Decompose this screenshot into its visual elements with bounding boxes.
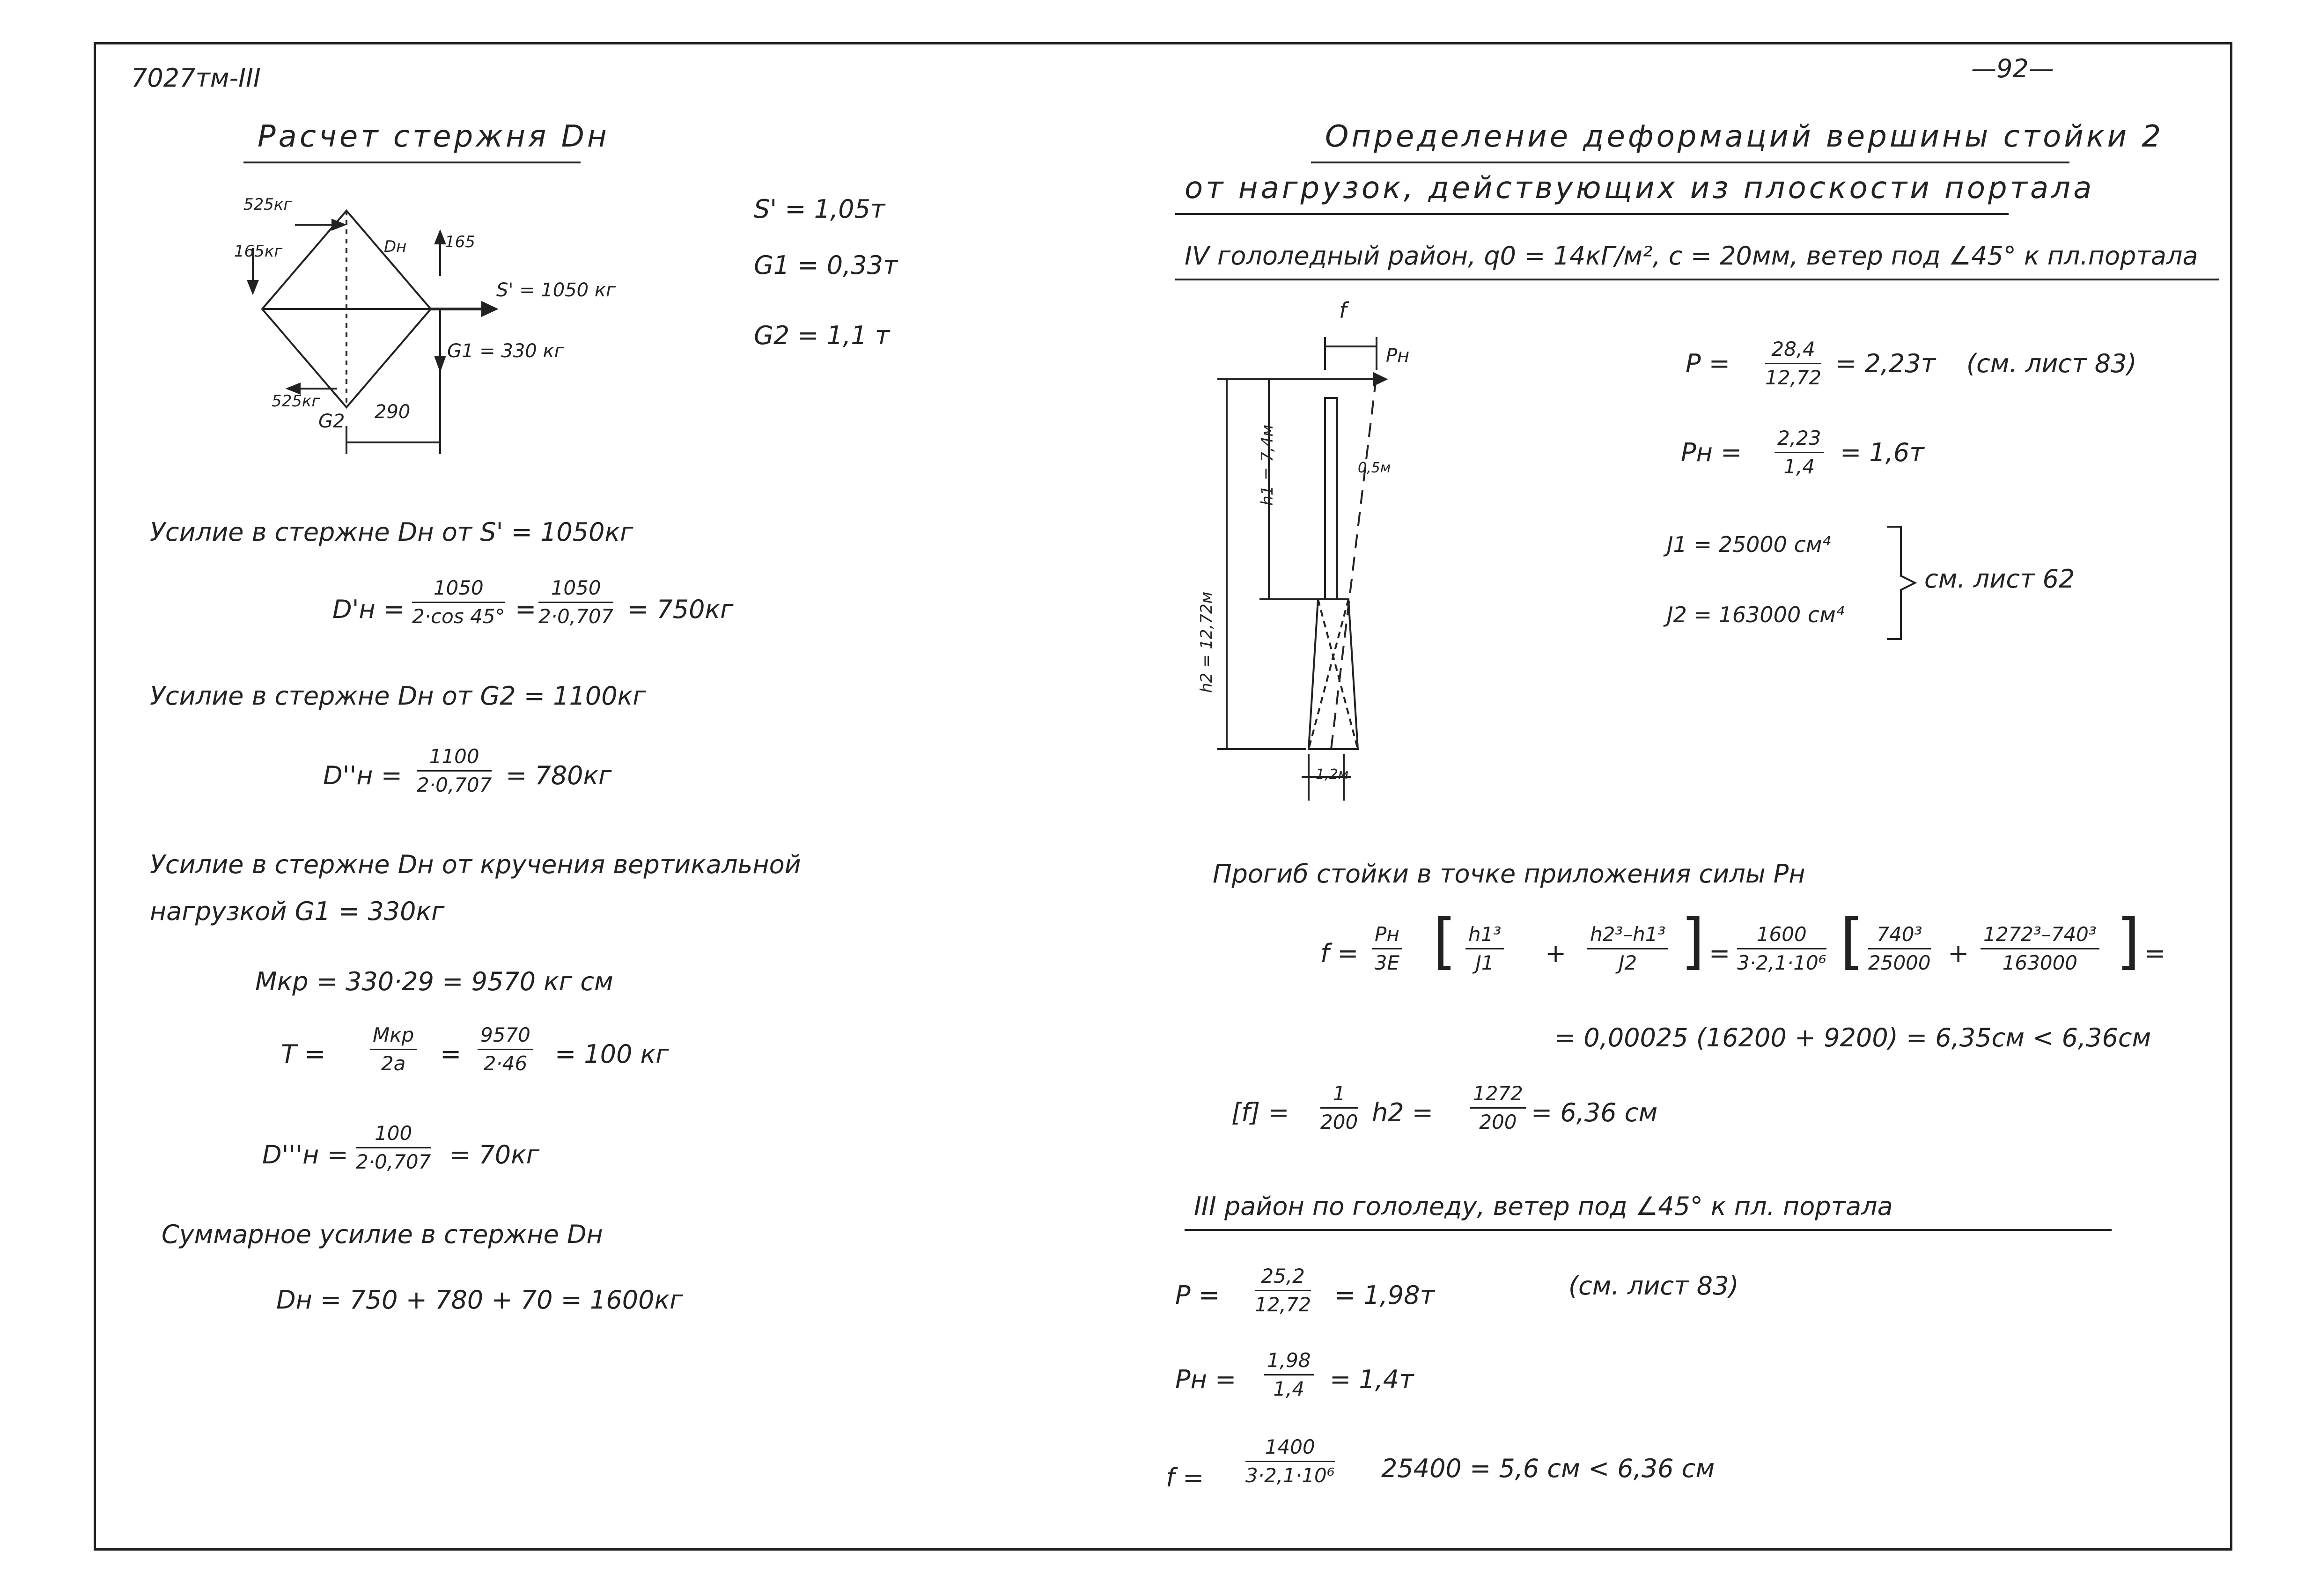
right-title-1: Определение деформаций вершины стойки 2 [1325, 119, 2164, 154]
document-code: 7027тм-III [131, 63, 261, 93]
load-left: 165кг [234, 242, 283, 261]
f3-fraction: $\frac{1400}{\text{3·2,1·10⁶}}$ [1245, 1435, 1335, 1487]
case3-underline [1185, 1229, 2112, 1231]
s2-fraction: $\frac{1100}{2\cdot 0,707}$ [417, 745, 492, 796]
truss-diagram [234, 183, 655, 473]
d3-result: = 70кг [449, 1140, 540, 1169]
j2-value: J2 = 163000 см⁴ [1667, 602, 1845, 627]
load-top: 525кг [243, 195, 292, 214]
page-number: —92— [1971, 54, 2054, 83]
ph3-lhs: Pн = [1175, 1365, 1237, 1394]
ph-fraction: $\frac{2,23}{1,4}$ [1774, 428, 1824, 477]
ph3-fraction: $\frac{1,98}{1,4}$ [1264, 1351, 1314, 1399]
ph-label: Pн [1386, 345, 1410, 367]
defl-fraction-2: $\frac{\text{h1³}}{J1}$ [1465, 925, 1504, 973]
allow-fraction-2: $\frac{1272}{200}$ [1470, 1084, 1526, 1132]
sum-line: Dн = 750 + 780 + 70 = 1600кг [276, 1285, 683, 1315]
case4-underline [1175, 279, 2219, 280]
s2-lhs: D''н = [323, 761, 402, 790]
d3-fraction: $\frac{100}{2\cdot 0,707}$ [356, 1122, 431, 1173]
allow-result: = 6,36 см [1531, 1098, 1658, 1127]
defl-result: = 0,00025 (16200 + 9200) = 6,35см < 6,36см [1554, 1023, 2151, 1052]
offset-label: 0,5м [1358, 460, 1391, 476]
defl-fraction-6: $\frac{\text{1272³–740³}}{163000}$ [1981, 925, 2099, 973]
defl-bracket-close: ] [1681, 905, 1705, 977]
s1-fraction-1: $\frac{1050}{2\cdot\cos 45^\circ}$ [412, 576, 505, 628]
ph-result: = 1,6т [1840, 438, 1924, 467]
left-title: Расчет стержня Dн [258, 119, 610, 154]
defl-plus-2: + [1948, 939, 1969, 968]
s1-fraction-2: $\frac{1050}{2\cdot 0,707}$ [538, 576, 614, 628]
f3-lhs: f = [1166, 1463, 1204, 1493]
p3-fraction: $\frac{25,2}{12,72}$ [1255, 1265, 1311, 1316]
column-diagram [1189, 290, 1433, 815]
member-label: Dн [384, 237, 407, 256]
p-lhs: P = [1686, 349, 1730, 378]
p-fraction: $\frac{28,4}{12,72}$ [1765, 338, 1822, 389]
left-title-underline [243, 162, 581, 163]
f-label: f [1339, 298, 1347, 323]
h1-label: h1 = 7,4м [1258, 424, 1277, 506]
ph3-result: = 1,4т [1330, 1365, 1414, 1394]
g2-label: G2 [318, 411, 345, 432]
t-fraction-1: Мкр 2a [370, 1025, 417, 1074]
allow-mid: h2 = [1372, 1098, 1433, 1127]
t-lhs: T = [281, 1039, 326, 1069]
s2-result: = 780кг [506, 761, 612, 790]
defl-bracket-open-2: [ [1840, 905, 1864, 977]
right-title-2-underline [1175, 213, 2009, 215]
p3-result: = 1,98т [1334, 1280, 1435, 1310]
load-right: 165 [445, 233, 475, 251]
s1-lhs: D'н = [332, 595, 405, 624]
defl-plus-1: + [1545, 939, 1567, 968]
s3-heading-2: нагрузкой G1 = 330кг [150, 897, 445, 926]
p-result: = 2,23т [1835, 349, 1936, 378]
defl-fraction-4: $\frac{1600}{\text{3·2,1·10⁶}}$ [1737, 923, 1826, 974]
p3-lhs: P = [1175, 1280, 1220, 1310]
defl-lhs: f = [1320, 939, 1359, 968]
defl-fraction-3: $\frac{\text{h2³–h1³}}{J2}$ [1587, 925, 1668, 973]
given-g2: G2 = 1,1 т [754, 321, 890, 350]
p3-reference: (см. лист 83) [1568, 1271, 1739, 1301]
defl-bracket-open: [ [1433, 905, 1457, 977]
t-eq: = [440, 1039, 462, 1069]
sum-heading: Суммарное усилие в стержне Dн [162, 1220, 603, 1249]
given-s: S' = 1,05т [754, 194, 885, 224]
s2-heading: Усилие в стержне Dн от G2 = 1100кг [150, 681, 646, 711]
f3-result: 25400 = 5,6 см < 6,36 см [1381, 1454, 1715, 1483]
s1-heading: Усилие в стержне Dн от S' = 1050кг [150, 517, 633, 547]
defl-tail-eq: = [2144, 939, 2166, 968]
t-fraction-2: $\frac{9570}{2\cdot 46}$ [478, 1025, 533, 1074]
p-reference: (см. лист 83) [1966, 349, 2137, 378]
j-brace [1882, 522, 1920, 644]
defl-fraction-5: $\frac{\text{740³}}{25000}$ [1868, 923, 1931, 974]
right-title-2: от нагрузок, действующих из плоскости портала [1185, 171, 2095, 206]
right-title-1-underline [1311, 162, 2069, 163]
s1-result: = 750кг [627, 595, 734, 624]
s-force-label: S' = 1050 кг [496, 279, 616, 301]
s3-heading-1: Усилие в стержне Dн от кручения вертикальной [150, 850, 801, 879]
case3-heading: III район по гололеду, ветер под ∠45° к пл. портала [1194, 1191, 1893, 1221]
defl-eq: = [1709, 939, 1730, 968]
t-result: = 100 кг [555, 1039, 669, 1069]
deflection-heading: Прогиб стойки в точке приложения силы Pн [1213, 859, 1805, 889]
allow-fraction-1: $\frac{1}{200}$ [1320, 1082, 1358, 1133]
dimension-290: 290 [375, 401, 411, 423]
base-label: 1,2м [1316, 766, 1349, 783]
case4-heading: IV гололедный район, q0 = 14кГ/м², с = 20мм, ветер под ∠45° к пл.портала [1185, 241, 2198, 271]
d3-lhs: D'''н = [262, 1140, 348, 1169]
allow-lhs: [f] = [1231, 1098, 1289, 1127]
given-g1: G1 = 0,33т [754, 250, 898, 280]
mkr-line: Мкр = 330·29 = 9570 кг см [255, 967, 613, 996]
defl-bracket-close-2: ] [2116, 905, 2140, 977]
g1-force-label: G1 = 330 кг [447, 340, 564, 362]
s1-eq: = [515, 595, 537, 624]
j-reference: см. лист 62 [1924, 564, 2075, 594]
ph-lhs: Pн = [1681, 438, 1742, 467]
defl-fraction-1: Pн 3E [1372, 925, 1402, 973]
h2-label: h2 = 12,72м [1197, 591, 1216, 693]
j1-value: J1 = 25000 см⁴ [1667, 532, 1831, 557]
load-bottom: 525кг [272, 392, 320, 411]
